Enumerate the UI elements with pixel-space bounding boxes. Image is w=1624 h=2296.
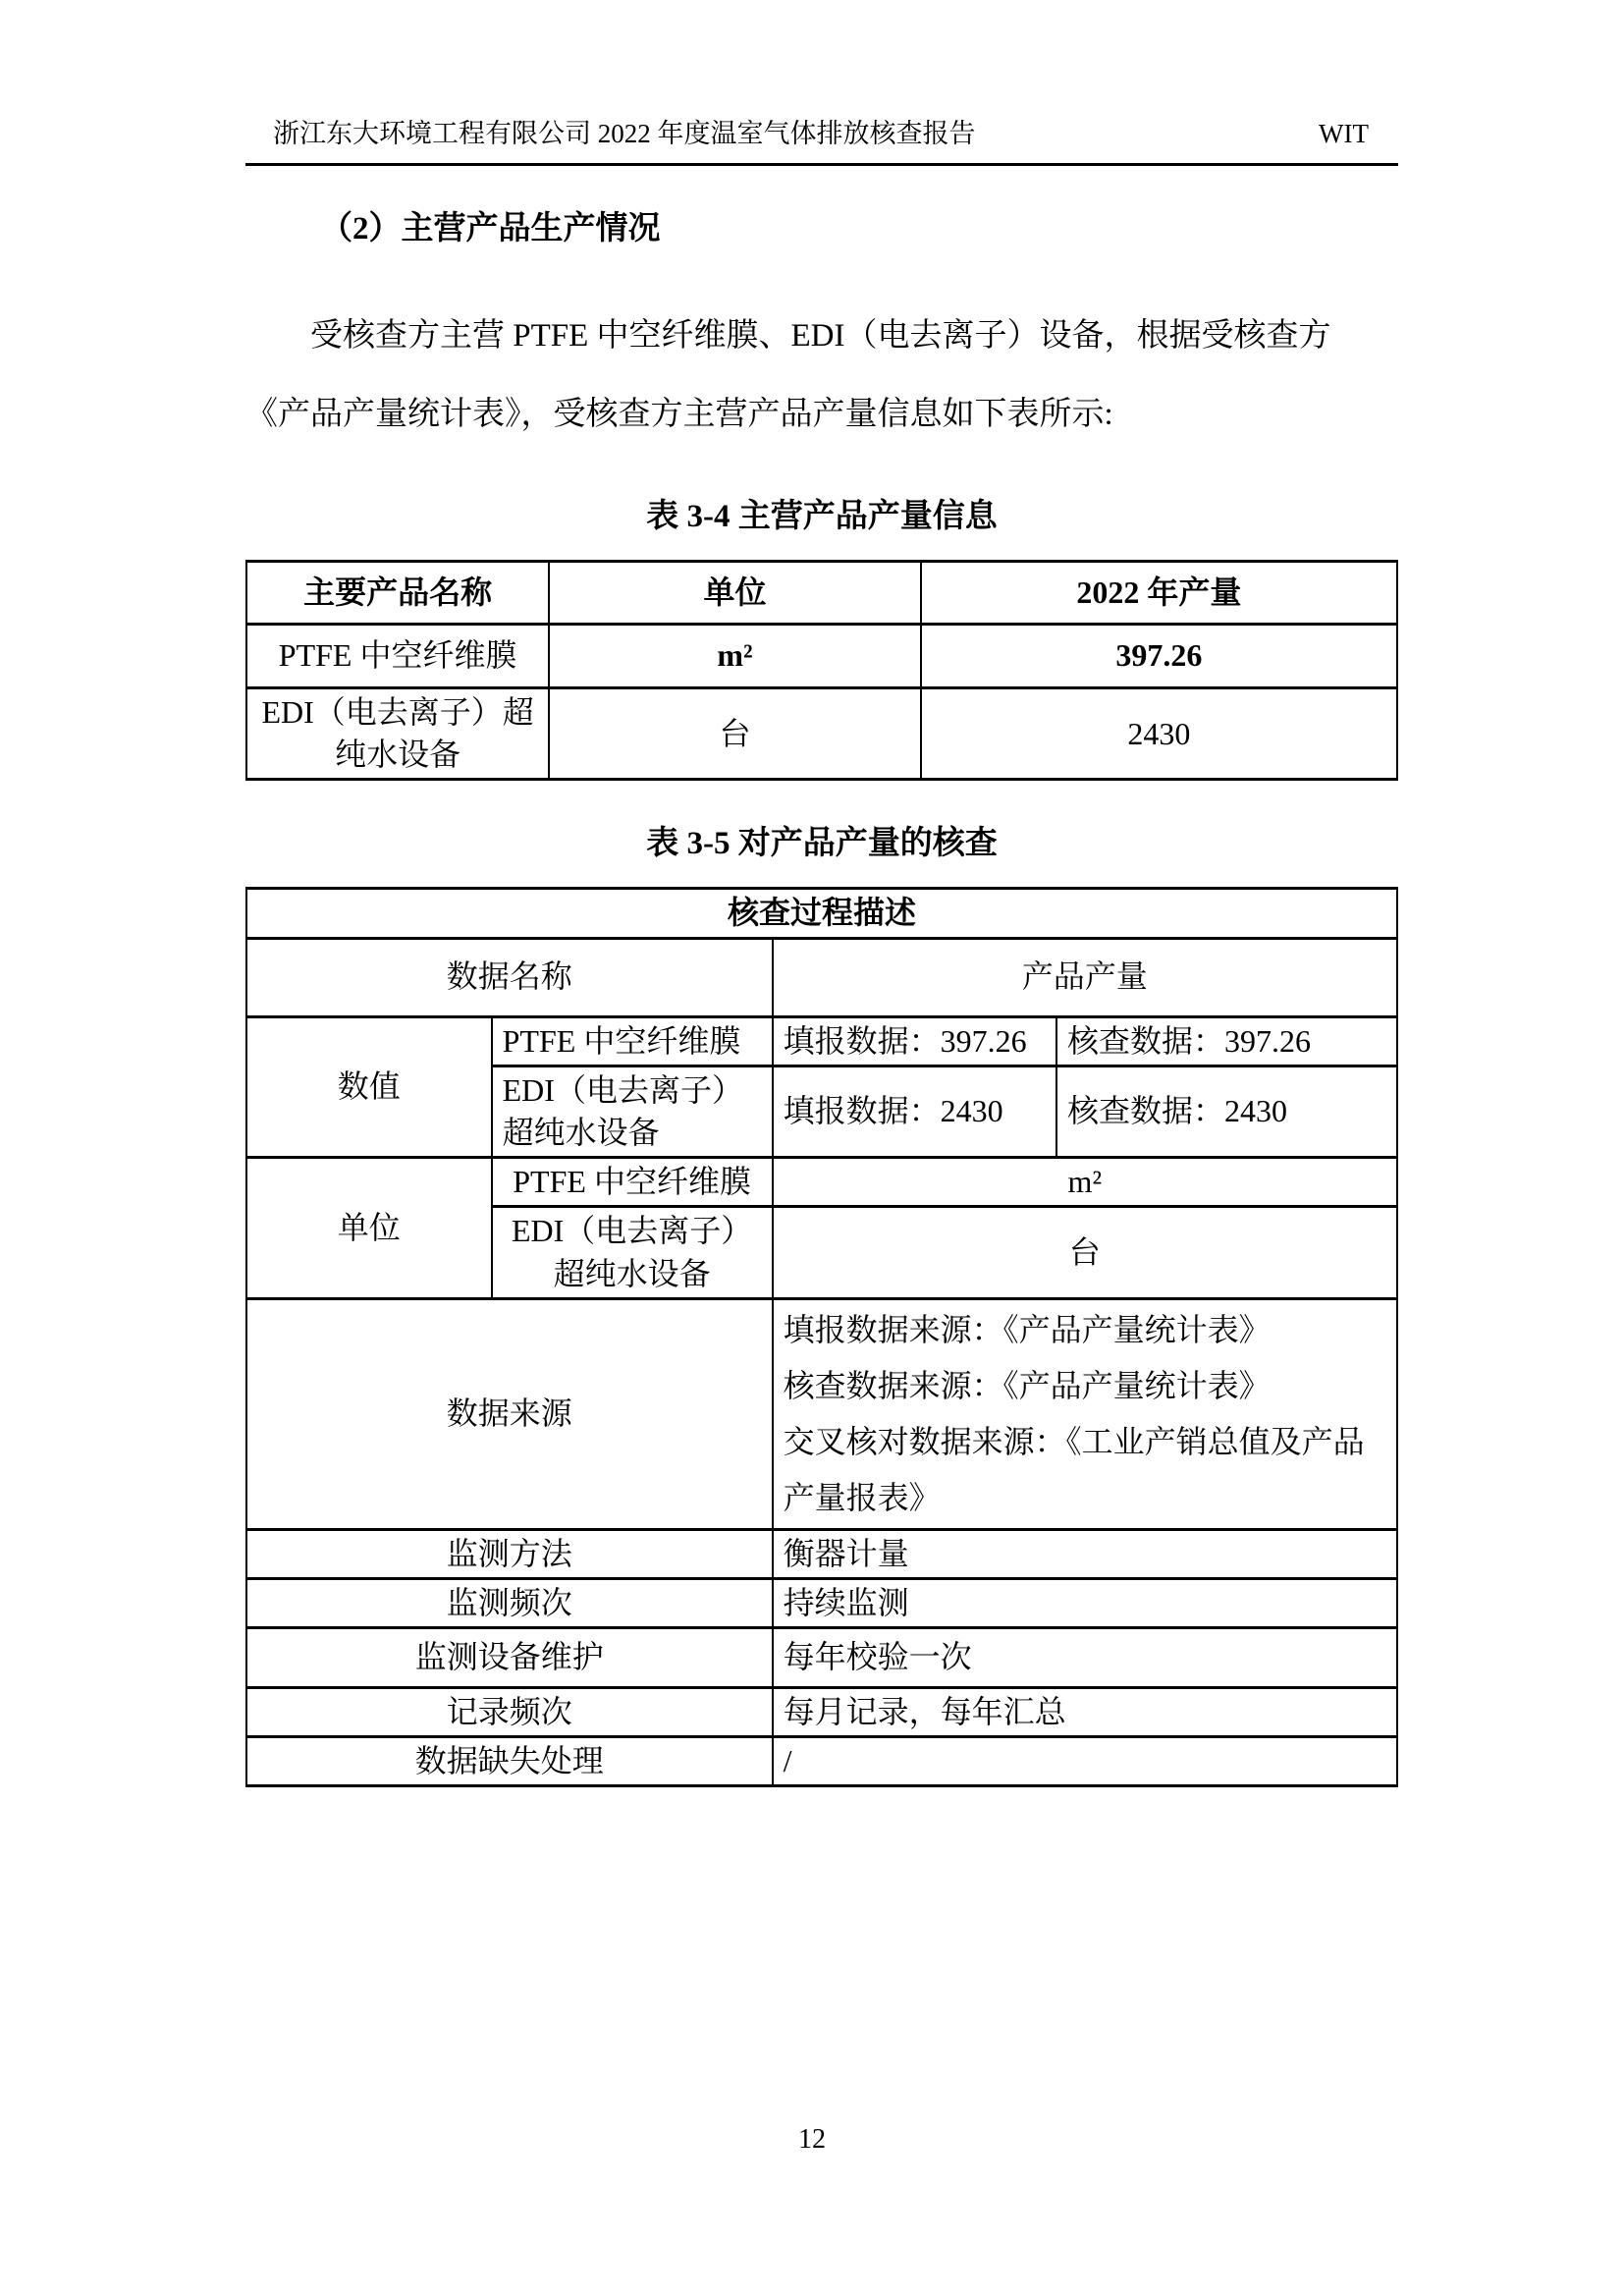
info-row-label: 监测频次: [246, 1578, 773, 1627]
product1-unit-cell: m²: [773, 1158, 1397, 1207]
table-row: [246, 1298, 1397, 1529]
info-row-label: 监测方法: [246, 1529, 773, 1578]
table-row: [246, 1158, 1397, 1207]
table-row: [246, 1737, 1397, 1786]
page-content: [245, 116, 1398, 1787]
info-row-value: 每年校验一次: [773, 1628, 1397, 1688]
info-row-label: 记录频次: [246, 1688, 773, 1737]
table-row: [246, 889, 1397, 938]
data-source-label-cell: 数据来源: [246, 1298, 773, 1529]
page-header: [245, 116, 1398, 166]
product1-verified-cell: 核查数据：397.26: [1056, 1016, 1397, 1066]
unit-cell: 台: [549, 688, 921, 780]
output-cell: 397.26: [921, 625, 1397, 688]
value-section-label-cell: 数值: [246, 1016, 492, 1158]
product2-unit-cell: 台: [773, 1207, 1397, 1298]
product1-name-cell: PTFE 中空纤维膜: [492, 1158, 773, 1207]
product-name-cell: PTFE 中空纤维膜: [246, 625, 549, 688]
info-row-label: 数据缺失处理: [246, 1737, 773, 1786]
table-row: [246, 1016, 1397, 1066]
data-source-line: 核查数据来源：《产品产量统计表》: [783, 1367, 1271, 1403]
info-row-value: /: [773, 1737, 1397, 1786]
product1-reported-cell: 填报数据：397.26: [773, 1016, 1056, 1066]
body-paragraph: [245, 297, 1398, 454]
table-3-5: [245, 887, 1398, 1787]
data-source-line: 填报数据来源：《产品产量统计表》: [783, 1311, 1271, 1347]
product2-verified-cell: 核查数据：2430: [1056, 1066, 1397, 1157]
data-name-label-cell: 数据名称: [246, 938, 773, 1016]
product-name-cell: EDI（电去离子）超纯水设备: [246, 688, 549, 780]
section-title: （2）主营产品生产情况: [320, 211, 661, 246]
page-number: 12: [798, 2124, 826, 2155]
data-source-line: 交叉核对数据来源：《工业产销总值及产品产量报表》: [783, 1423, 1365, 1515]
info-row-value: 衡器计量: [773, 1529, 1397, 1578]
data-source-lines-cell: [773, 1298, 1397, 1529]
table-row: [246, 1529, 1397, 1578]
table-row: [246, 938, 1397, 1016]
info-row-label: 监测设备维护: [246, 1628, 773, 1688]
table-row: [246, 688, 1397, 780]
unit-section-label-cell: 单位: [246, 1158, 492, 1299]
product2-reported-cell: 填报数据：2430: [773, 1066, 1056, 1157]
col-header-output: 2022 年产量: [921, 562, 1397, 625]
info-row-value: 持续监测: [773, 1578, 1397, 1627]
col-header-product: 主要产品名称: [246, 562, 549, 625]
paragraph-line-1: 受核查方主营 PTFE 中空纤维膜、EDI（电去离子）设备，根据受核查方: [310, 318, 1331, 354]
header-right-mark: WIT: [1319, 119, 1369, 148]
product2-name-cell: EDI（电去离子）超纯水设备: [492, 1066, 773, 1157]
table-row: [246, 1578, 1397, 1627]
table-row: [246, 625, 1397, 688]
table-3-5-caption: 表 3-5 对产品产量的核查: [646, 826, 998, 862]
data-name-value-cell: 产品产量: [773, 938, 1397, 1016]
product2-name-cell: EDI（电去离子）超纯水设备: [492, 1207, 773, 1298]
col-header-unit: 单位: [549, 562, 921, 625]
table-row: [246, 562, 1397, 625]
table-3-4-caption: 表 3-4 主营产品产量信息: [646, 499, 998, 534]
table-3-4: [245, 560, 1398, 781]
table-row: [246, 1688, 1397, 1737]
product1-name-cell: PTFE 中空纤维膜: [492, 1016, 773, 1066]
unit-cell: m²: [549, 625, 921, 688]
report-title: 浙江东大环境工程有限公司 2022 年度温室气体排放核查报告: [273, 119, 976, 148]
output-cell: 2430: [921, 688, 1397, 780]
table-row: [246, 1628, 1397, 1688]
process-header-cell: 核查过程描述: [246, 889, 1397, 938]
info-row-value: 每月记录，每年汇总: [773, 1688, 1397, 1737]
paragraph-line-2: 《产品产量统计表》，受核查方主营产品产量信息如下表所示:: [245, 397, 1113, 432]
